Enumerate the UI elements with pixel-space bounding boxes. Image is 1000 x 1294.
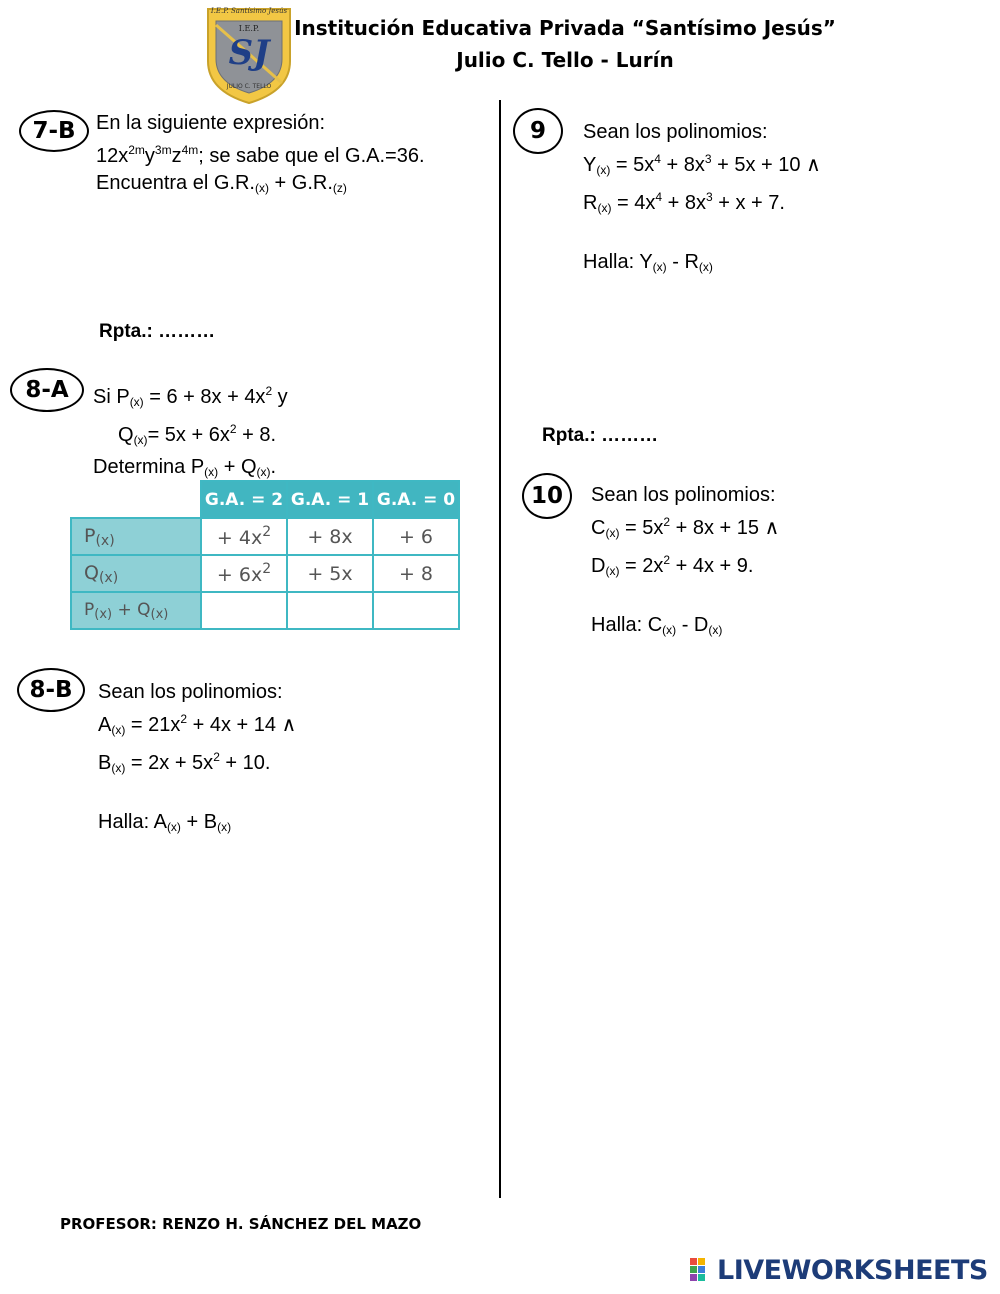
logo-top-text: I.E.P. Santísimo Jesús (210, 7, 288, 15)
answer-cell-ga0[interactable] (373, 592, 459, 629)
table-row-label: $P_{(x)} + Q_{(x)}$ (71, 592, 201, 629)
table-cell: + 8 (373, 555, 459, 592)
table-corner (71, 481, 201, 518)
q9-instruction: Halla: $Y_{(x)} - R_{(x)}$ (583, 251, 713, 274)
table-row-q (71, 555, 459, 592)
q10-line1: Sean los polinomios: (591, 484, 776, 506)
table-header-cell: G.A. = 0 (373, 481, 459, 518)
liveworksheets-brand[interactable] (690, 1254, 988, 1286)
question-badge-8b: 8-B (17, 668, 85, 712)
q7b-line1: En la siguiente expresión: (96, 112, 326, 134)
q9-r-definition: $R_{(x)} = 4x^4 + 8x^3 + x + 7$. (583, 190, 785, 215)
q10-instruction: Halla: $C_{(x)} - D_{(x)}$ (591, 614, 723, 637)
question-badge-10: 10 (522, 473, 572, 519)
logo-inner-top: I.E.P. (238, 24, 260, 33)
question-8b (98, 679, 296, 841)
q7b-instruction: Encuentra el $G.R._{(x)} + G.R._{(z)}$ (96, 172, 347, 195)
school-title: Institución Educativa Privada “Santísimo Jesús” (294, 16, 836, 40)
table-header-cell: G.A. = 2 (201, 481, 287, 518)
q8b-a-definition: $A_{(x)} = 21x^2 + 4x + 14$ ∧ (98, 712, 297, 737)
professor-name: PROFESOR: RENZO H. SÁNCHEZ DEL MAZO (60, 1215, 422, 1233)
table-row-label: $Q_{(x)}$ (71, 555, 201, 592)
q9-line1: Sean los polinomios: (583, 121, 768, 143)
question-7b (96, 110, 425, 202)
question-8a (93, 378, 288, 486)
q8b-line1: Sean los polinomios: (98, 681, 283, 703)
q8a-p-definition: Si $P_{(x)} = 6 + 8x + 4x^2$ y (93, 384, 288, 409)
question-badge-9: 9 (513, 108, 563, 154)
table-row-p (71, 518, 459, 555)
question-badge-8a: 8-A (10, 368, 84, 412)
logo-monogram: SJ (228, 33, 270, 73)
q8b-b-definition: $B_{(x)} = 2x + 5x^2 + 10$. (98, 750, 271, 775)
degree-table (70, 480, 460, 630)
liveworksheets-wordmark: LIVEWORKSHEETS (717, 1254, 988, 1286)
table-cell: + 5x (287, 555, 373, 592)
table-cell: + 6 (373, 518, 459, 555)
question-10 (591, 482, 779, 644)
q7b-answer-label: Rpta.: ……… (99, 321, 216, 342)
question-badge-7b: 7-B (19, 110, 89, 152)
table-cell: + $4x^2$ (201, 518, 287, 555)
table-row-sum (71, 592, 459, 629)
table-cell: + 8x (287, 518, 373, 555)
q10-d-definition: $D_{(x)} = 2x^2 + 4x + 9$. (591, 553, 754, 578)
question-9 (583, 119, 821, 281)
q7b-expression: $12x^{2m}y^{3m}z^{4m}$; se sabe que el G.A.=36. (96, 143, 425, 167)
school-subtitle: Julio C. Tello - Lurín (456, 48, 674, 72)
q8b-instruction: Halla: $A_{(x)} + B_{(x)}$ (98, 811, 232, 834)
answer-cell-ga2[interactable] (201, 592, 287, 629)
q10-c-definition: $C_{(x)} = 5x^2 + 8x + 15$ ∧ (591, 515, 780, 540)
liveworksheets-logo-icon (690, 1258, 714, 1282)
table-cell: + $6x^2$ (201, 555, 287, 592)
column-divider (499, 100, 501, 1198)
q9-answer-label: Rpta.: ……… (542, 425, 659, 446)
table-header-cell: G.A. = 1 (287, 481, 373, 518)
logo-bottom-text: JULIO C. TELLO (226, 83, 272, 90)
table-header-row (71, 481, 459, 518)
q9-y-definition: $Y_{(x)} = 5x^4 + 8x^3 + 5x + 10$ ∧ (583, 152, 821, 177)
q8a-instruction: Determina $P_{(x)} + Q_{(x)}$. (93, 456, 277, 479)
answer-cell-ga1[interactable] (287, 592, 373, 629)
table-row-label: $P_{(x)}$ (71, 518, 201, 555)
q8a-q-definition: $Q_{(x)}= 5x + 6x^2 + 8$. (118, 422, 277, 447)
